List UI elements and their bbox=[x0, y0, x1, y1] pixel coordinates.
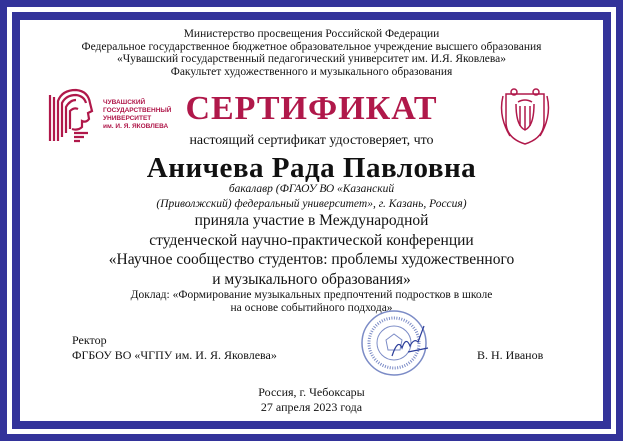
signatory-organization: ФГБОУ ВО «ЧГПУ им. И. Я. Яковлева» bbox=[72, 348, 277, 362]
recipient-affiliation bbox=[0, 182, 623, 212]
ministry-line: Министерство просвещения Российской Федерации bbox=[183, 28, 440, 40]
header bbox=[0, 28, 623, 78]
certificate-title: СЕРТИФИКАТ bbox=[185, 90, 438, 127]
participation-text bbox=[0, 211, 623, 289]
conference-title-line: «Научное сообщество студентов: проблемы художественного bbox=[108, 251, 515, 268]
logo-text-line: ГОСУДАРСТВЕННЫЙ bbox=[103, 107, 172, 115]
date: 27 апреля 2023 года bbox=[260, 400, 363, 414]
body-line: студенческой научно-практической конференции bbox=[149, 231, 474, 249]
footer bbox=[0, 385, 623, 415]
place: Россия, г. Чебоксары bbox=[258, 385, 365, 399]
faculty-line: Факультет художественного и музыкального образования bbox=[170, 65, 453, 78]
report-title bbox=[0, 289, 623, 315]
intro-text: настоящий сертификат удостоверяет, что bbox=[189, 133, 434, 148]
recipient-name: Аничева Рада Павловна bbox=[146, 152, 477, 184]
logo-text-line: им. И. Я. ЯКОВЛЕВА bbox=[103, 122, 169, 130]
logo-text-line: УНИВЕРСИТЕТ bbox=[103, 115, 152, 122]
report-line: Доклад: «Формирование музыкальных предпочтений подростков в школе bbox=[130, 289, 493, 301]
university-line: «Чувашский государственный педагогический университет им. И.Я. Яковлева» bbox=[116, 53, 507, 65]
body-line: приняла участие в Международной bbox=[194, 212, 429, 229]
official-stamp-icon bbox=[358, 308, 438, 378]
signatory-position: Ректор bbox=[72, 333, 107, 347]
signature-icon bbox=[392, 326, 428, 356]
affiliation-line: бакалавр (ФГАОУ ВО «Казанский bbox=[228, 183, 395, 195]
conference-title-line: и музыкального образования» bbox=[212, 270, 411, 288]
report-line: на основе событийного подхода» bbox=[230, 302, 393, 314]
institution-type-line: Федеральное государственное бюджетное образовательное учреждение высшего образования bbox=[81, 40, 542, 53]
logo-text-line: ЧУВАШСКИЙ bbox=[103, 99, 146, 107]
affiliation-line: (Приволжский) федеральный университет», г. Казань, Россия) bbox=[156, 198, 467, 210]
signatory-name: В. Н. Иванов bbox=[477, 348, 544, 362]
